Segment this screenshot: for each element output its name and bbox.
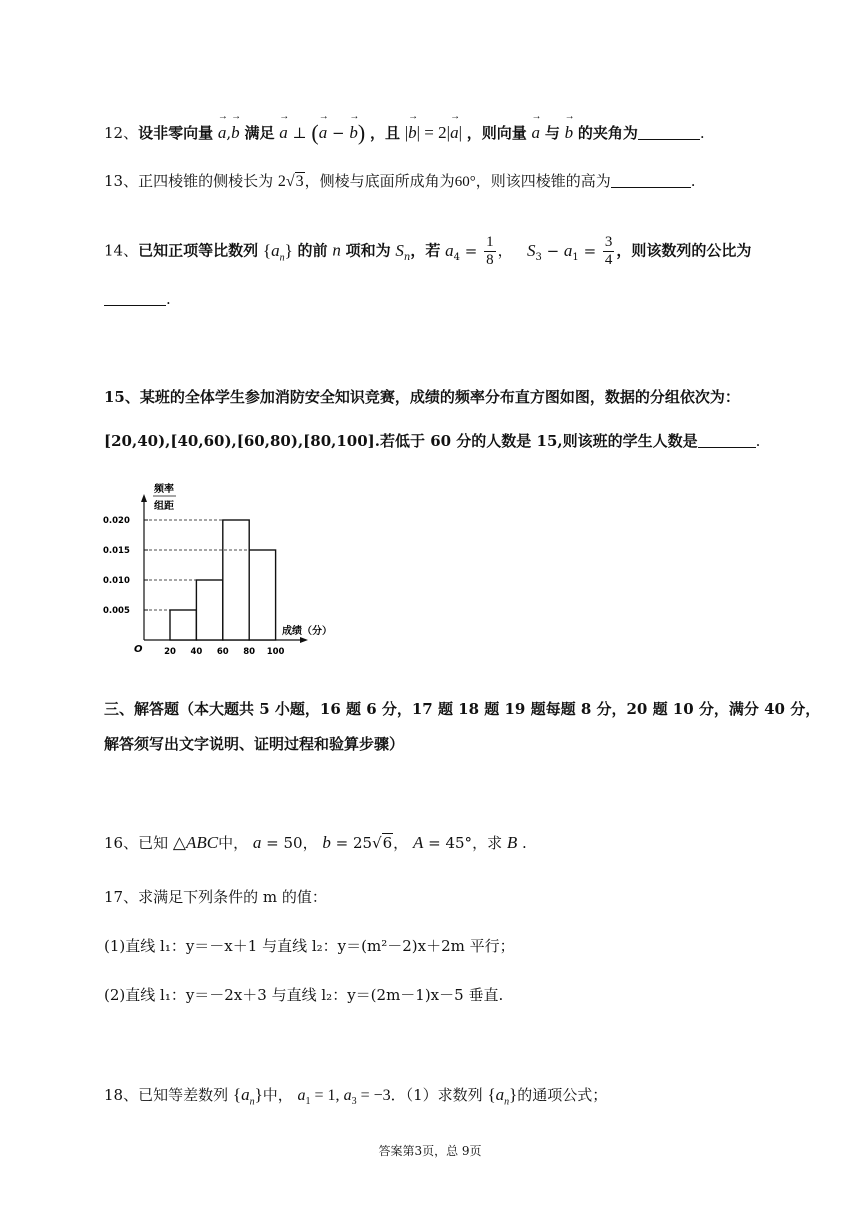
y-axis-arrow <box>141 494 147 502</box>
x-label: 成绩（分） <box>282 626 332 637</box>
answer-blank[interactable] <box>104 291 166 306</box>
sequence-an: $\{a_n\}$ <box>232 1085 263 1108</box>
condition-a4: $a_4$ = $\frac{1}{8}$ <box>445 234 494 268</box>
vector-b: → b <box>231 123 240 143</box>
y-tick-label: 0.015 <box>103 546 130 556</box>
given-terms: $a_1 = 1$, $a_3 = -3$ <box>297 1087 391 1108</box>
condition-s3: $S_3 - a_1$ = $\frac{3}{4}$ <box>526 234 613 268</box>
question-14-continued: . <box>104 290 171 308</box>
magnitude-condition: |→ b| = 2|→ a| <box>405 123 462 142</box>
question-17-part1: (1)直线 l₁：y＝－x＋1 与直线 l₂：y＝(m²－2)x＋2m 平行； <box>104 937 515 955</box>
x-axis-arrow <box>300 637 308 643</box>
question-18: 18、已知等差数列 $\{a_n\}$中， $a_1 = 1$, $a_3 = -3$．（1）求数列 $\{a_n\}$的通项公式； <box>104 1085 608 1108</box>
answer-blank[interactable] <box>698 433 756 448</box>
triangle-abc: △ABC <box>172 833 219 852</box>
angle-a: A = 45° <box>412 833 473 852</box>
frequency-histogram <box>100 478 350 663</box>
question-14: 14、已知正项等比数列 $\{a_n\}$ 的前 n 项和为 $S_n$，若 $a_4$ = $\frac{1}{8}$ ， $S_3 - a_1$ = $\frac{3}{4}$ ，则该数列的公比为 <box>104 234 752 268</box>
question-15-line1: 15、某班的全体学生参加消防安全知识竞赛，成绩的频率分布直方图如图，数据的分组依次为： <box>104 388 740 406</box>
page-footer: 答案第3页，总 9页 <box>378 1144 482 1158</box>
histogram-bar <box>196 580 222 640</box>
sequence-an: $\{a_n\}$ <box>262 240 293 263</box>
question-17-part2: (2)直线 l₁：y＝－2x＋3 与直线 l₂：y＝(2m－1)x－5 垂直. <box>104 986 504 1004</box>
y-label-bottom: 组距 <box>154 501 174 512</box>
question-15-line2: [20,40),[40,60),[60,80),[80,100].若低于 60 分的人数是 15,则该班的学生人数是 . <box>104 432 761 450</box>
x-tick-label: 40 <box>190 647 203 657</box>
value-b: b = 25√6 <box>322 833 393 852</box>
x-tick-label: 80 <box>243 647 256 657</box>
x-tick-label: 100 <box>266 647 285 657</box>
answer-blank[interactable] <box>611 173 691 188</box>
x-tick-label: 60 <box>216 647 229 657</box>
value-a: a = 50 <box>252 833 303 852</box>
question-17: 17、求满足下列条件的 m 的值： <box>104 888 327 906</box>
histogram-bar <box>249 550 275 640</box>
section-3-instructions: 解答须写出文字说明、证明过程和验算步骤） <box>104 735 405 753</box>
answer-blank[interactable] <box>638 125 700 140</box>
y-tick-label: 0.020 <box>103 516 130 526</box>
section-3-heading: 三、解答题（本大题共 5 小题，16 题 6 分，17 题 18 题 19 题每题 8 分，20 题 10 分，满分 40 分， <box>104 700 821 718</box>
histogram-bar <box>170 610 196 640</box>
vector-a: → a <box>218 123 227 143</box>
x-tick-label: 20 <box>164 647 176 657</box>
y-tick-label: 0.005 <box>103 606 130 616</box>
question-16: 16、已知 △ABC中， a = 50， b = 25√6， A = 45°，求 B . <box>104 833 527 852</box>
question-12: 12、设非零向量 → a,→ b 满足 → a ⊥ (→ a − → b) ，且 |→ b| = 2|→ a| ，则向量 → a 与 → b 的夹角为 . <box>104 120 705 146</box>
y-label-top: 频率 <box>154 484 174 495</box>
origin-label: O <box>134 644 143 655</box>
y-tick-label: 0.010 <box>103 576 130 586</box>
perp-condition: → a ⊥ (→ a − → b) <box>279 124 365 142</box>
question-13: 13、正四棱锥的侧棱长为 2√3，侧棱与底面所成角为60°，则该四棱锥的高为 . <box>104 172 696 190</box>
edge-length: 2√3 <box>277 173 304 190</box>
histogram-bar <box>223 520 249 640</box>
